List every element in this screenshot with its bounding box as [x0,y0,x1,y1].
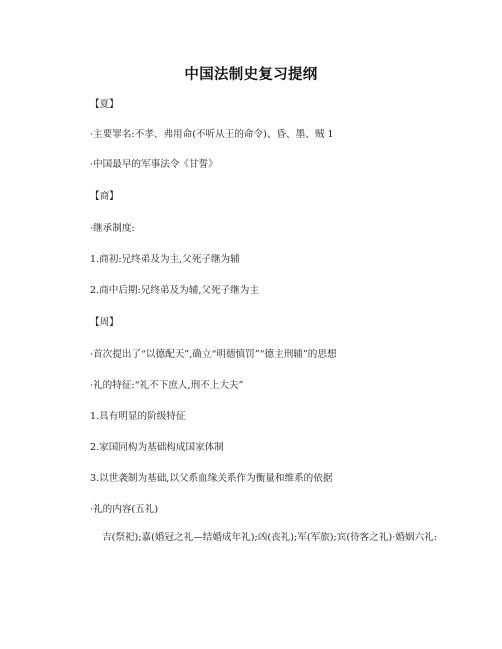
paragraph-line: ·礼的特征:“礼不下庶人,刑不上大夫” [90,380,244,391]
paragraph-line: 1.具有明显的阶级特征 [90,411,186,422]
paragraph-line: 2.家国同构为基础构成国家体制 [90,442,224,453]
paragraph-wrapped: 吉(祭祀);嘉(婚冠之礼—结婚成年礼);凶(丧礼);军(军旅);宾(待客之礼)·婚姻六礼: [102,532,437,543]
paragraph-line: ·礼的内容(五礼) [90,504,159,515]
paragraph-line: ·首次提出了“以德配天”,确立“明德慎罚”“德主刑辅”的思想 [90,349,337,360]
paragraph-line: 1.商初:兄终弟及为主,父死子继为辅 [90,254,240,265]
paragraph-line: ·主要罪名:不孝、弗用命(不听从王的命令)、昏、墨、贼 1 [90,129,334,140]
paragraph-line: ·中国最早的军事法令《甘誓》 [90,159,218,170]
section-heading-shang: 【商】 [90,191,119,202]
section-heading-zhou: 【周】 [90,317,119,328]
paragraph-line: ·继承制度: [90,223,135,234]
section-heading-xia: 【夏】 [90,99,119,110]
paragraph-line: 3.以世袭制为基础,以父系血缘关系作为衡量和维系的依据 [90,473,333,484]
paragraph-line: 2.商中后期:兄终弟及为辅,父死子继为主 [90,285,259,296]
document-title: 中国法制史复习提纲 [184,67,318,83]
